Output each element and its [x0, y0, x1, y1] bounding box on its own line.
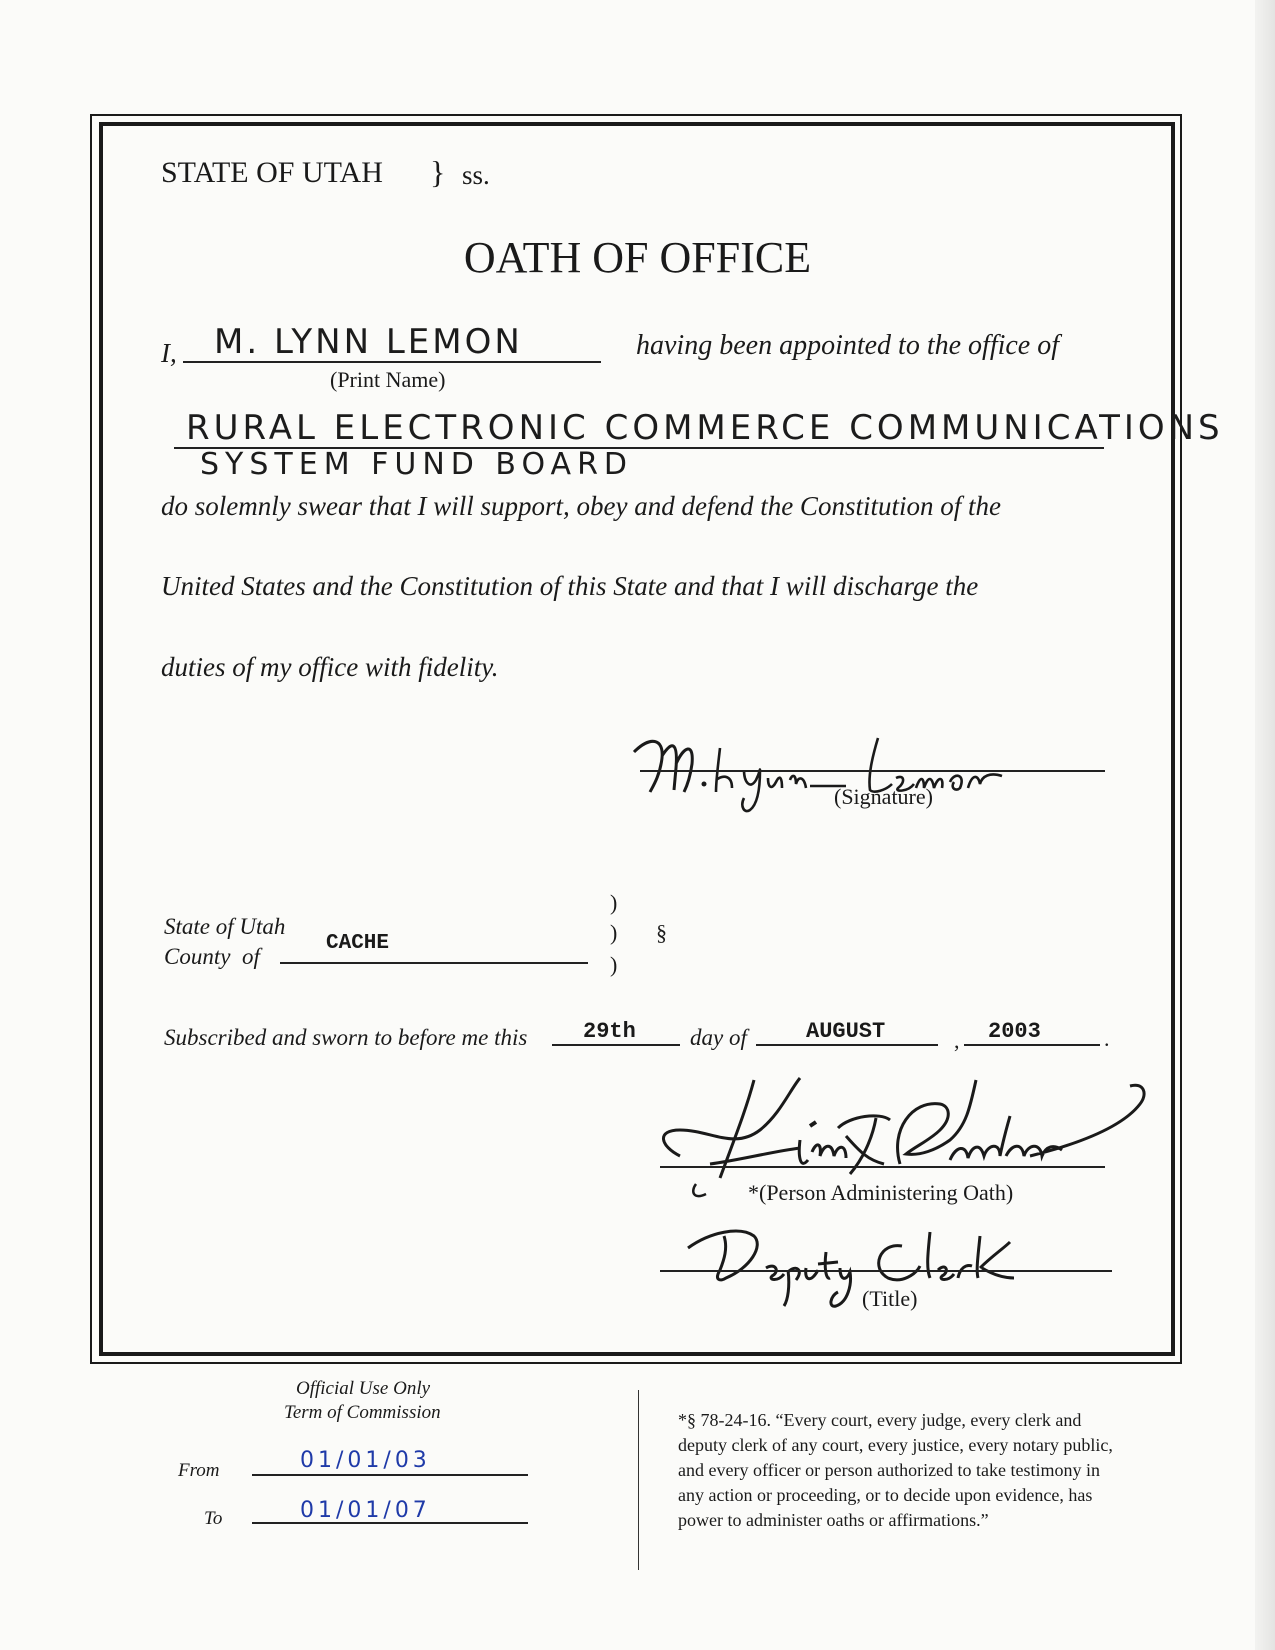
title-caption: (Title)	[862, 1286, 918, 1311]
venue-paren-3: )	[610, 952, 618, 977]
sworn-day-line	[552, 1044, 680, 1046]
sworn-comma: ,	[954, 1028, 960, 1053]
print-name-line	[183, 361, 601, 363]
footnote-line-1: *§ 78-24-16. “Every court, every judge, every clerk and	[678, 1410, 1082, 1430]
page-title: OATH OF OFFICE	[463, 233, 812, 282]
print-name-caption: (Print Name)	[330, 367, 446, 392]
sworn-period: .	[1104, 1026, 1110, 1051]
sworn-day-of: day of	[690, 1025, 747, 1050]
signature-line	[640, 770, 1105, 772]
oath-body-1: do solemnly swear that I will support, obey and defend the Constitution of the	[161, 491, 1001, 521]
official-heading-2: Term of Commission	[284, 1402, 441, 1423]
appointed-text: having been appointed to the office of	[636, 330, 1060, 361]
oath-i: I,	[161, 338, 177, 368]
print-name-value: M. LYNN LEMON	[214, 322, 523, 362]
footer-divider	[638, 1390, 639, 1570]
footnote-line-4: any action or proceeding, or to decide upon evidence, has	[678, 1485, 1093, 1505]
sworn-month: AUGUST	[806, 1019, 886, 1044]
administrator-line	[660, 1166, 1105, 1168]
sworn-label: Subscribed and sworn to before me this	[164, 1025, 528, 1050]
term-to-label: To	[204, 1508, 223, 1529]
official-heading-1: Official Use Only	[296, 1378, 431, 1399]
sworn-month-line	[756, 1044, 938, 1046]
venue-paren-2: )	[610, 920, 618, 945]
footnote-line-3: and every officer or person authorized to take testimony in	[678, 1460, 1101, 1480]
header-ss: ss.	[462, 160, 490, 190]
signature-caption: (Signature)	[834, 784, 933, 809]
venue-county-value: CACHE	[326, 932, 390, 955]
header-state: STATE OF UTAH	[161, 156, 383, 189]
term-from-line	[252, 1474, 528, 1476]
office-line-2: SYSTEM FUND BOARD	[200, 447, 634, 482]
sworn-day: 29th	[583, 1019, 636, 1044]
venue-county-line	[280, 962, 588, 964]
term-to-line	[252, 1522, 528, 1524]
footnote-line-2: deputy clerk of any court, every justice, every notary public,	[678, 1435, 1113, 1455]
footnote-line-5: power to administer oaths or affirmations.”	[678, 1510, 989, 1530]
venue-state: State of Utah	[164, 914, 286, 939]
section-symbol: §	[656, 920, 667, 945]
office-line-1: RURAL ELECTRONIC COMMERCE COMMUNICATIONS	[186, 408, 1224, 448]
header-brace: }	[430, 154, 446, 190]
oath-body-3: duties of my office with fidelity.	[161, 652, 499, 682]
term-to-value: 01/01/07	[300, 1498, 431, 1523]
term-from-value: 01/01/03	[300, 1448, 431, 1473]
venue-county-label: County of	[164, 944, 260, 969]
administrator-caption: *(Person Administering Oath)	[748, 1180, 1014, 1205]
term-from-label: From	[178, 1460, 220, 1481]
sworn-year-line	[964, 1044, 1100, 1046]
venue-paren-1: )	[610, 890, 618, 915]
title-line	[660, 1270, 1112, 1272]
sworn-year: 2003	[988, 1019, 1041, 1044]
statute-footnote	[678, 1408, 1113, 1533]
oath-body-2: United States and the Constitution of this State and that I will discharge the	[161, 571, 979, 601]
